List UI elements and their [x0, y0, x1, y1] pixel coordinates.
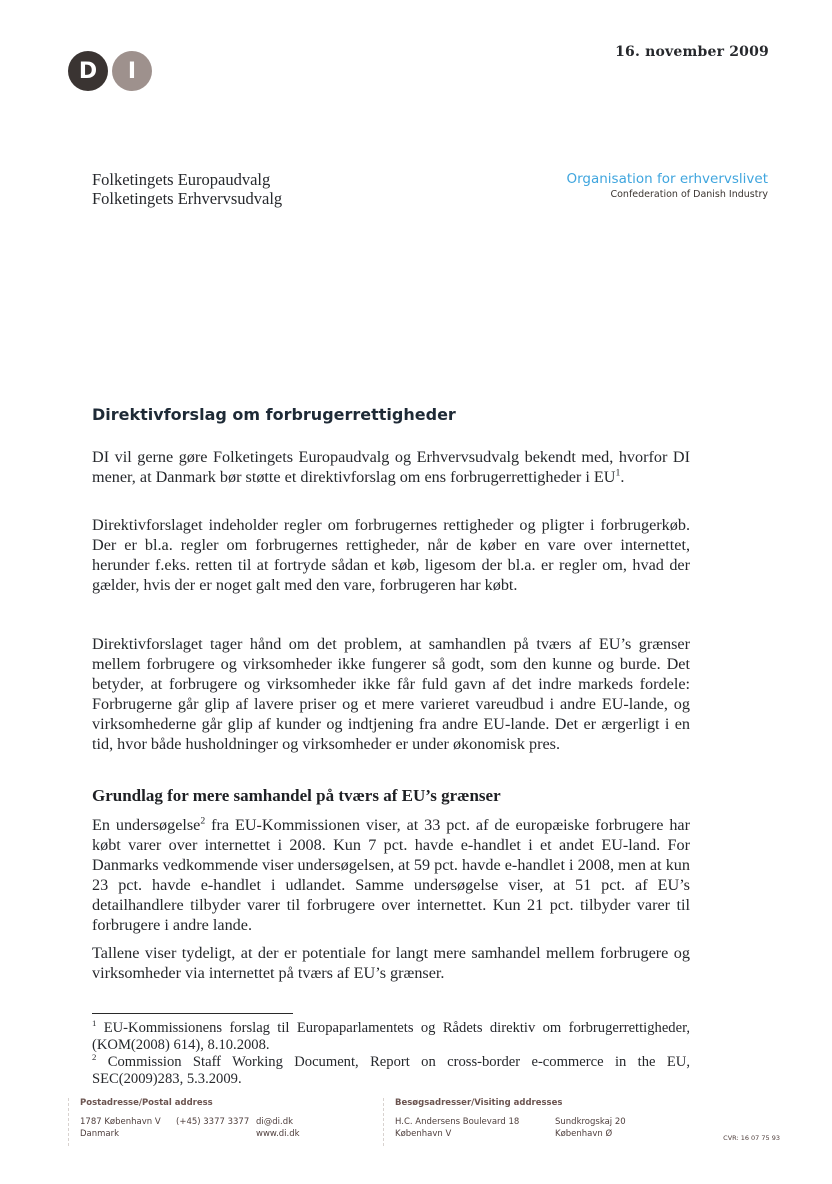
- footnote-number: 2: [92, 1052, 97, 1063]
- footnote-ref-2: 2: [200, 815, 206, 827]
- paragraph-text: En undersøgelse: [92, 816, 201, 834]
- paragraph-end: .: [620, 468, 625, 486]
- footnote-ref-1: 1: [615, 467, 621, 479]
- visiting-address-2: [555, 1116, 626, 1140]
- address-line: Sundkrogskaj 20: [555, 1117, 626, 1127]
- postal-address: [80, 1116, 176, 1140]
- di-logo: [68, 51, 152, 91]
- visiting-address-1: [395, 1116, 555, 1140]
- email-link[interactable]: di@di.dk: [256, 1117, 294, 1127]
- paragraph-content: Direktivforslaget indeholder regler om forbrugernes rettigheder og pligter i forbrugerkøb. Der er bl.a. regler om forbrugernes rettigheder, når de køber en vare over internettet, herunder f.eks. retten til at fortryde sådan et køb, ligesom der bl.a. er regler om, hvad der gælder, hvis der er noget galt med den vare, forbrugeren har købt.: [92, 516, 690, 594]
- organisation-tagline-block: [566, 170, 768, 202]
- letter-date: 16. november 2009: [615, 44, 769, 60]
- paragraph-text: DI vil gerne gøre Folketingets Europaudvalg og Erhvervsudvalg bekendt med, hvorfor DI mener, at Danmark bør støtte et direktivforslag om ens forbrugerrettigheder i EU: [92, 448, 690, 486]
- address-line: 1787 København V: [80, 1117, 161, 1127]
- footer-postal-address: [80, 1098, 300, 1140]
- address-line: H.C. Andersens Boulevard 18: [395, 1117, 520, 1127]
- phone-number: (+45) 3377 3377: [176, 1117, 250, 1127]
- document-title: Direktivforslag om forbrugerrettigheder: [92, 405, 456, 424]
- paragraph-survey: [92, 815, 690, 935]
- footer-visiting-addresses: [395, 1098, 626, 1140]
- footnote: [92, 1020, 690, 1054]
- footnote-divider: [92, 1013, 293, 1014]
- footer-divider: [383, 1098, 384, 1146]
- paragraph-conclusion: Tallene viser tydeligt, at der er potentiale for langt mere samhandel mellem forbrugere og virksomheder via internettet på tværs af EU’s grænser.: [92, 944, 690, 982]
- logo-d-circle: D: [68, 51, 108, 91]
- logo-i-circle: I: [112, 51, 152, 91]
- organisation-tagline: Organisation for erhvervslivet: [566, 171, 768, 187]
- footer-heading: Postadresse/Postal address: [80, 1098, 213, 1108]
- paragraph-intro: [92, 447, 690, 487]
- footer-heading: Besøgsadresser/Visiting addresses: [395, 1098, 563, 1108]
- footnote-text: EU-Kommissionens forslag til Europaparlamentets og Rådets direktiv om forbrugerrettigheder, (KOM(2008) 614), 8.10.2008.: [92, 1020, 690, 1053]
- paragraph-problem: Direktivforslaget tager hånd om det problem, at samhandlen på tværs af EU’s grænser mellem forbrugere og virksomheder ikke fungerer så godt, som den kunne og burde. Det betyder, at forbrugere og virksomheder ikke får fuld gavn af det indre markeds fordele: Forbrugerne går glip af lavere priser og et mere varieret vareudbud i andre EU-lande, og virksomhederne går glip af kunder og indtjening fra andre EU-lande. Det er ærgerligt i en tid, hvor både husholdninger og virksomheder er under økonomisk pres.: [92, 635, 690, 753]
- recipient: Folketingets Erhvervsudvalg: [92, 189, 283, 208]
- recipient: Folketingets Europaudvalg: [92, 170, 271, 189]
- paragraph-text: fra EU-Kommissionen viser, at 33 pct. af de europæiske forbrugere har købt varer over internettet i 2008. Kun 7 pct. havde e-handlet i et andet EU-land. For Danmarks vedkommende viser undersøgelsen, at 59 pct. havde e-handlet i 2008, men at kun 23 pct. havde e-handlet i udlandet. Samme undersøgelse viser, at 51 pct. af EU’s detailhandlere tilbyder varer til forbrugere over internettet. Kun 21 pct. tilbyder varer til forbrugere i andre lande.: [92, 816, 690, 934]
- address-line: Danmark: [80, 1129, 120, 1139]
- address-line: København Ø: [555, 1129, 613, 1139]
- address-line: København V: [395, 1129, 452, 1139]
- footnote-text: Commission Staff Working Document, Report on cross-border e-commerce in the EU, SEC(2009)283, 5.3.2009.: [92, 1054, 690, 1087]
- organisation-english-name: Confederation of Danish Industry: [610, 189, 768, 200]
- recipients-block: [92, 170, 282, 208]
- footnotes: [92, 1020, 690, 1088]
- footnote-number: 1: [92, 1018, 97, 1029]
- footer-divider: [68, 1098, 69, 1146]
- contact-links: [256, 1116, 300, 1140]
- footnote: [92, 1054, 690, 1088]
- website-link[interactable]: www.di.dk: [256, 1129, 300, 1139]
- section-heading: Grundlag for mere samhandel på tværs af EU’s grænser: [92, 786, 501, 805]
- cvr-number: CVR: 16 07 75 93: [723, 1134, 780, 1142]
